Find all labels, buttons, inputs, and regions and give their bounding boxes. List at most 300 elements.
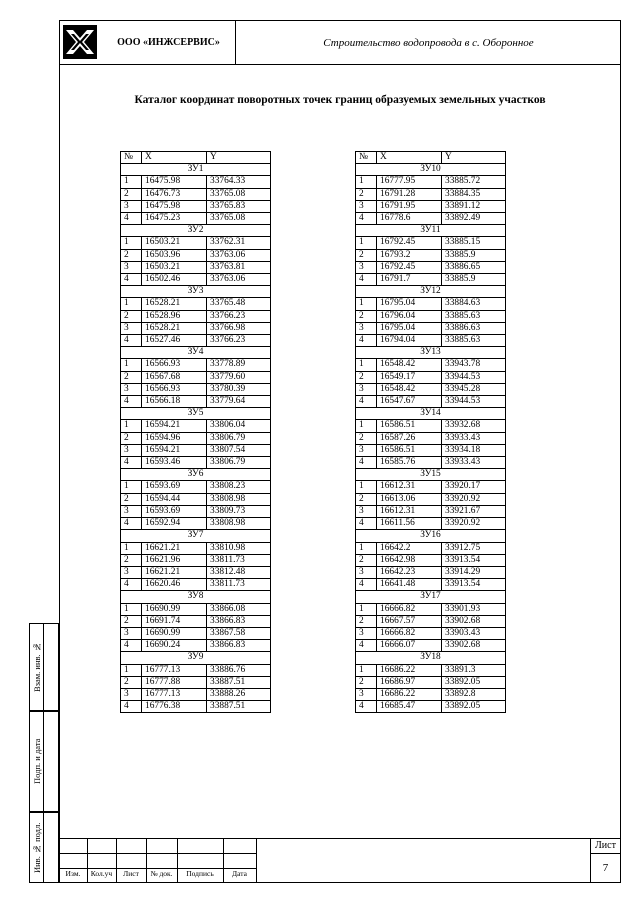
table-row	[121, 676, 271, 688]
table-row	[356, 542, 506, 554]
point-number: 4	[356, 518, 377, 530]
x-coordinate: 16475.98	[142, 176, 207, 188]
x-coordinate: 16690.99	[142, 603, 207, 615]
table-row	[121, 493, 271, 505]
x-coordinate: 16476.73	[142, 188, 207, 200]
document-title: Каталог координат поворотных точек границ образуемых земельных участков	[134, 94, 546, 106]
y-coordinate: 33766.23	[207, 310, 271, 322]
table-row	[356, 310, 506, 322]
y-coordinate: 33808.98	[207, 518, 271, 530]
y-coordinate: 33913.54	[442, 579, 506, 591]
x-coordinate: 16503.21	[142, 261, 207, 273]
y-coordinate: 33920.17	[442, 481, 506, 493]
point-number: 3	[121, 505, 142, 517]
y-coordinate: 33807.54	[207, 444, 271, 456]
table-row	[356, 518, 506, 530]
table-row	[121, 444, 271, 456]
y-coordinate: 33884.35	[442, 188, 506, 200]
table-row	[121, 322, 271, 334]
table-row	[356, 383, 506, 395]
y-coordinate: 33912.75	[442, 542, 506, 554]
table-row	[356, 444, 506, 456]
y-coordinate: 33765.48	[207, 298, 271, 310]
y-coordinate: 33885.63	[442, 335, 506, 347]
point-number: 3	[356, 566, 377, 578]
stamp-line	[59, 853, 256, 854]
point-number: 3	[356, 383, 377, 395]
table-row	[356, 322, 506, 334]
point-number: 1	[121, 664, 142, 676]
group-name: ЗУ1	[121, 164, 271, 176]
point-number: 3	[356, 261, 377, 273]
x-coordinate: 16621.21	[142, 566, 207, 578]
table-row	[121, 249, 271, 261]
point-number: 3	[121, 627, 142, 639]
table-row	[356, 359, 506, 371]
y-coordinate: 33778.89	[207, 359, 271, 371]
table-row	[121, 457, 271, 469]
x-coordinate: 16475.23	[142, 213, 207, 225]
table-body	[121, 152, 271, 713]
y-coordinate: 33765.08	[207, 188, 271, 200]
stamp-label-koluch: Кол.уч	[90, 869, 113, 878]
y-coordinate: 33762.31	[207, 237, 271, 249]
header-y: Y	[442, 152, 506, 164]
group-row	[356, 591, 506, 603]
table-row	[356, 603, 506, 615]
x-coordinate: 16587.26	[377, 432, 442, 444]
table-row	[121, 518, 271, 530]
point-number: 4	[356, 396, 377, 408]
y-coordinate: 33808.98	[207, 493, 271, 505]
point-number: 2	[356, 432, 377, 444]
point-number: 4	[121, 518, 142, 530]
point-number: 1	[121, 481, 142, 493]
table-row	[356, 579, 506, 591]
x-coordinate: 16791.7	[377, 274, 442, 286]
x-coordinate: 16585.76	[377, 457, 442, 469]
x-coordinate: 16586.51	[377, 420, 442, 432]
y-coordinate: 33920.92	[442, 493, 506, 505]
point-number: 2	[121, 188, 142, 200]
table-row	[121, 310, 271, 322]
header-x: X	[142, 152, 207, 164]
y-coordinate: 33809.73	[207, 505, 271, 517]
y-coordinate: 33944.53	[442, 371, 506, 383]
point-number: 3	[121, 688, 142, 700]
x-coordinate: 16620.46	[142, 579, 207, 591]
table-row	[121, 420, 271, 432]
table-row	[356, 505, 506, 517]
point-number: 2	[121, 432, 142, 444]
y-coordinate: 33891.12	[442, 200, 506, 212]
table-row	[356, 249, 506, 261]
table-row	[356, 701, 506, 713]
table-row	[121, 554, 271, 566]
x-coordinate: 16794.04	[377, 335, 442, 347]
group-row	[121, 530, 271, 542]
table-row	[356, 640, 506, 652]
x-coordinate: 16795.04	[377, 298, 442, 310]
table-row	[356, 298, 506, 310]
y-coordinate: 33901.93	[442, 603, 506, 615]
point-number: 4	[121, 701, 142, 713]
x-coordinate: 16686.97	[377, 676, 442, 688]
x-coordinate: 16690.24	[142, 640, 207, 652]
y-coordinate: 33806.79	[207, 432, 271, 444]
y-coordinate: 33810.98	[207, 542, 271, 554]
x-coordinate: 16548.42	[377, 359, 442, 371]
table-row	[356, 261, 506, 273]
y-coordinate: 33933.43	[442, 457, 506, 469]
x-coordinate: 16791.95	[377, 200, 442, 212]
point-number: 2	[356, 615, 377, 627]
group-row	[121, 591, 271, 603]
x-coordinate: 16666.07	[377, 640, 442, 652]
table-row	[121, 664, 271, 676]
x-coordinate: 16686.22	[377, 664, 442, 676]
y-coordinate: 33884.63	[442, 298, 506, 310]
x-coordinate: 16613.06	[377, 493, 442, 505]
coordinates-table-right	[355, 151, 506, 713]
x-coordinate: 16791.28	[377, 188, 442, 200]
table-row	[121, 701, 271, 713]
point-number: 4	[121, 274, 142, 286]
y-coordinate: 33885.9	[442, 274, 506, 286]
group-row	[121, 408, 271, 420]
y-coordinate: 33779.64	[207, 396, 271, 408]
x-coordinate: 16795.04	[377, 322, 442, 334]
y-coordinate: 33885.72	[442, 176, 506, 188]
table-row	[356, 396, 506, 408]
y-coordinate: 33892.8	[442, 688, 506, 700]
x-coordinate: 16778.6	[377, 213, 442, 225]
table-row	[356, 627, 506, 639]
point-number: 2	[356, 371, 377, 383]
y-coordinate: 33892.05	[442, 676, 506, 688]
table-row	[356, 566, 506, 578]
group-name: ЗУ15	[356, 469, 506, 481]
side-label-podp: Подп. и дата	[32, 738, 42, 785]
point-number: 2	[121, 615, 142, 627]
point-number: 3	[356, 627, 377, 639]
x-coordinate: 16527.46	[142, 335, 207, 347]
table-row	[121, 237, 271, 249]
group-row	[121, 347, 271, 359]
point-number: 1	[121, 542, 142, 554]
y-coordinate: 33806.79	[207, 457, 271, 469]
x-coordinate: 16796.04	[377, 310, 442, 322]
x-coordinate: 16777.13	[142, 664, 207, 676]
table-row	[356, 335, 506, 347]
y-coordinate: 33932.68	[442, 420, 506, 432]
point-number: 4	[356, 274, 377, 286]
stamp-label-list: Лист	[123, 869, 139, 878]
table-row	[356, 371, 506, 383]
group-name: ЗУ7	[121, 530, 271, 542]
x-coordinate: 16503.21	[142, 237, 207, 249]
group-row	[356, 286, 506, 298]
table-row	[356, 554, 506, 566]
y-coordinate: 33763.06	[207, 249, 271, 261]
table-row	[356, 615, 506, 627]
point-number: 4	[121, 640, 142, 652]
side-label-inv: Инв. № подл.	[32, 822, 42, 873]
x-coordinate: 16547.67	[377, 396, 442, 408]
table-row	[356, 432, 506, 444]
y-coordinate: 33866.83	[207, 640, 271, 652]
x-coordinate: 16667.57	[377, 615, 442, 627]
table-row	[121, 481, 271, 493]
x-coordinate: 16685.47	[377, 701, 442, 713]
table-body	[356, 152, 506, 713]
coordinates-table-left	[120, 151, 271, 713]
table-row	[356, 188, 506, 200]
table-row	[121, 335, 271, 347]
x-coordinate: 16666.82	[377, 627, 442, 639]
group-name: ЗУ14	[356, 408, 506, 420]
group-name: ЗУ13	[356, 347, 506, 359]
header-num: №	[121, 152, 142, 164]
point-number: 1	[356, 359, 377, 371]
table-row	[356, 493, 506, 505]
table-row	[356, 237, 506, 249]
y-coordinate: 33943.78	[442, 359, 506, 371]
x-coordinate: 16690.99	[142, 627, 207, 639]
group-name: ЗУ8	[121, 591, 271, 603]
point-number: 3	[121, 261, 142, 273]
x-coordinate: 16549.17	[377, 371, 442, 383]
y-coordinate: 33866.08	[207, 603, 271, 615]
x-coordinate: 16777.95	[377, 176, 442, 188]
table-row	[121, 505, 271, 517]
x-coordinate: 16621.96	[142, 554, 207, 566]
x-coordinate: 16528.96	[142, 310, 207, 322]
table-row	[356, 676, 506, 688]
x-coordinate: 16611.56	[377, 518, 442, 530]
group-row	[356, 652, 506, 664]
table-row	[121, 274, 271, 286]
stamp-label-podpis: Подпись	[186, 869, 214, 878]
y-coordinate: 33764.33	[207, 176, 271, 188]
y-coordinate: 33763.06	[207, 274, 271, 286]
group-row	[356, 469, 506, 481]
y-coordinate: 33892.49	[442, 213, 506, 225]
point-number: 2	[356, 188, 377, 200]
point-number: 1	[121, 603, 142, 615]
y-coordinate: 33766.98	[207, 322, 271, 334]
x-coordinate: 16548.42	[377, 383, 442, 395]
group-row	[356, 164, 506, 176]
x-coordinate: 16612.31	[377, 481, 442, 493]
y-coordinate: 33944.53	[442, 396, 506, 408]
point-number: 4	[121, 396, 142, 408]
table-row	[121, 383, 271, 395]
point-number: 4	[356, 213, 377, 225]
point-number: 2	[121, 371, 142, 383]
table-row	[121, 566, 271, 578]
table-row	[356, 213, 506, 225]
group-name: ЗУ4	[121, 347, 271, 359]
group-row	[356, 225, 506, 237]
x-coordinate: 16641.48	[377, 579, 442, 591]
group-row	[121, 286, 271, 298]
y-coordinate: 33867.58	[207, 627, 271, 639]
x-coordinate: 16792.45	[377, 261, 442, 273]
x-coordinate: 16503.96	[142, 249, 207, 261]
point-number: 2	[356, 554, 377, 566]
stamp-label-izm: Изм.	[65, 869, 81, 878]
group-name: ЗУ12	[356, 286, 506, 298]
point-number: 1	[356, 237, 377, 249]
group-name: ЗУ18	[356, 652, 506, 664]
point-number: 1	[356, 420, 377, 432]
header-x: X	[377, 152, 442, 164]
table-row	[121, 371, 271, 383]
group-row	[121, 652, 271, 664]
point-number: 2	[121, 676, 142, 688]
y-coordinate: 33887.51	[207, 701, 271, 713]
table-row	[121, 298, 271, 310]
point-number: 3	[356, 505, 377, 517]
header-num: №	[356, 152, 377, 164]
group-row	[121, 164, 271, 176]
point-number: 3	[121, 322, 142, 334]
side-cell-inv-value	[44, 812, 59, 883]
company-logo	[63, 25, 97, 59]
table-row	[356, 274, 506, 286]
point-number: 2	[121, 249, 142, 261]
table-row	[121, 188, 271, 200]
x-coordinate: 16642.23	[377, 566, 442, 578]
group-name: ЗУ9	[121, 652, 271, 664]
point-number: 2	[121, 310, 142, 322]
table-row	[121, 213, 271, 225]
table-row	[121, 359, 271, 371]
table-row	[356, 481, 506, 493]
table-row	[121, 627, 271, 639]
group-row	[356, 408, 506, 420]
table-row	[356, 664, 506, 676]
point-number: 3	[121, 566, 142, 578]
y-coordinate: 33892.05	[442, 701, 506, 713]
point-number: 3	[356, 444, 377, 456]
table-header-row	[356, 152, 506, 164]
x-coordinate: 16686.22	[377, 688, 442, 700]
x-coordinate: 16475.98	[142, 200, 207, 212]
y-coordinate: 33866.83	[207, 615, 271, 627]
table-row	[121, 432, 271, 444]
y-coordinate: 33780.39	[207, 383, 271, 395]
y-coordinate: 33806.04	[207, 420, 271, 432]
group-name: ЗУ10	[356, 164, 506, 176]
y-coordinate: 33888.26	[207, 688, 271, 700]
point-number: 1	[121, 420, 142, 432]
group-row	[121, 225, 271, 237]
point-number: 4	[356, 335, 377, 347]
point-number: 1	[121, 237, 142, 249]
point-number: 4	[356, 640, 377, 652]
group-name: ЗУ2	[121, 225, 271, 237]
y-coordinate: 33902.68	[442, 640, 506, 652]
point-number: 4	[356, 579, 377, 591]
x-coordinate: 16621.21	[142, 542, 207, 554]
x-coordinate: 16528.21	[142, 298, 207, 310]
y-coordinate: 33902.68	[442, 615, 506, 627]
y-coordinate: 33891.3	[442, 664, 506, 676]
header-y: Y	[207, 152, 271, 164]
point-number: 4	[121, 213, 142, 225]
y-coordinate: 33763.81	[207, 261, 271, 273]
point-number: 3	[356, 200, 377, 212]
x-coordinate: 16666.82	[377, 603, 442, 615]
stamp-line	[256, 838, 257, 883]
point-number: 4	[356, 701, 377, 713]
point-number: 3	[356, 688, 377, 700]
group-name: ЗУ5	[121, 408, 271, 420]
side-cell-podp-value	[44, 711, 59, 812]
group-name: ЗУ17	[356, 591, 506, 603]
point-number: 3	[121, 383, 142, 395]
point-number: 2	[356, 310, 377, 322]
point-number: 1	[356, 298, 377, 310]
table-row	[121, 542, 271, 554]
point-number: 1	[356, 176, 377, 188]
y-coordinate: 33886.76	[207, 664, 271, 676]
x-coordinate: 16642.98	[377, 554, 442, 566]
stamp-label-ndok: № док.	[150, 869, 173, 878]
y-coordinate: 33779.60	[207, 371, 271, 383]
x-coordinate: 16594.21	[142, 420, 207, 432]
table-row	[121, 200, 271, 212]
table-row	[356, 457, 506, 469]
stamp-top-line	[59, 838, 621, 839]
y-coordinate: 33914.29	[442, 566, 506, 578]
group-name: ЗУ11	[356, 225, 506, 237]
table-row	[121, 603, 271, 615]
point-number: 2	[356, 249, 377, 261]
table-row	[121, 688, 271, 700]
x-coordinate: 16592.94	[142, 518, 207, 530]
x-coordinate: 16566.93	[142, 359, 207, 371]
y-coordinate: 33913.54	[442, 554, 506, 566]
table-row	[121, 261, 271, 273]
point-number: 4	[121, 335, 142, 347]
x-coordinate: 16691.74	[142, 615, 207, 627]
y-coordinate: 33903.43	[442, 627, 506, 639]
project-title: Строительство водопровода в с. Оборонное	[323, 36, 534, 49]
company-name: ООО «ИНЖСЕРВИС»	[102, 20, 236, 65]
table-row	[356, 176, 506, 188]
table-row	[121, 615, 271, 627]
table-row	[121, 396, 271, 408]
x-coordinate: 16502.46	[142, 274, 207, 286]
y-coordinate: 33933.43	[442, 432, 506, 444]
x-coordinate: 16593.46	[142, 457, 207, 469]
group-row	[356, 530, 506, 542]
y-coordinate: 33885.15	[442, 237, 506, 249]
x-coordinate: 16593.69	[142, 505, 207, 517]
point-number: 3	[121, 200, 142, 212]
x-coordinate: 16612.31	[377, 505, 442, 517]
point-number: 1	[356, 542, 377, 554]
point-number: 1	[356, 481, 377, 493]
y-coordinate: 33812.48	[207, 566, 271, 578]
group-row	[121, 469, 271, 481]
point-number: 1	[121, 298, 142, 310]
y-coordinate: 33885.63	[442, 310, 506, 322]
table-row	[121, 640, 271, 652]
